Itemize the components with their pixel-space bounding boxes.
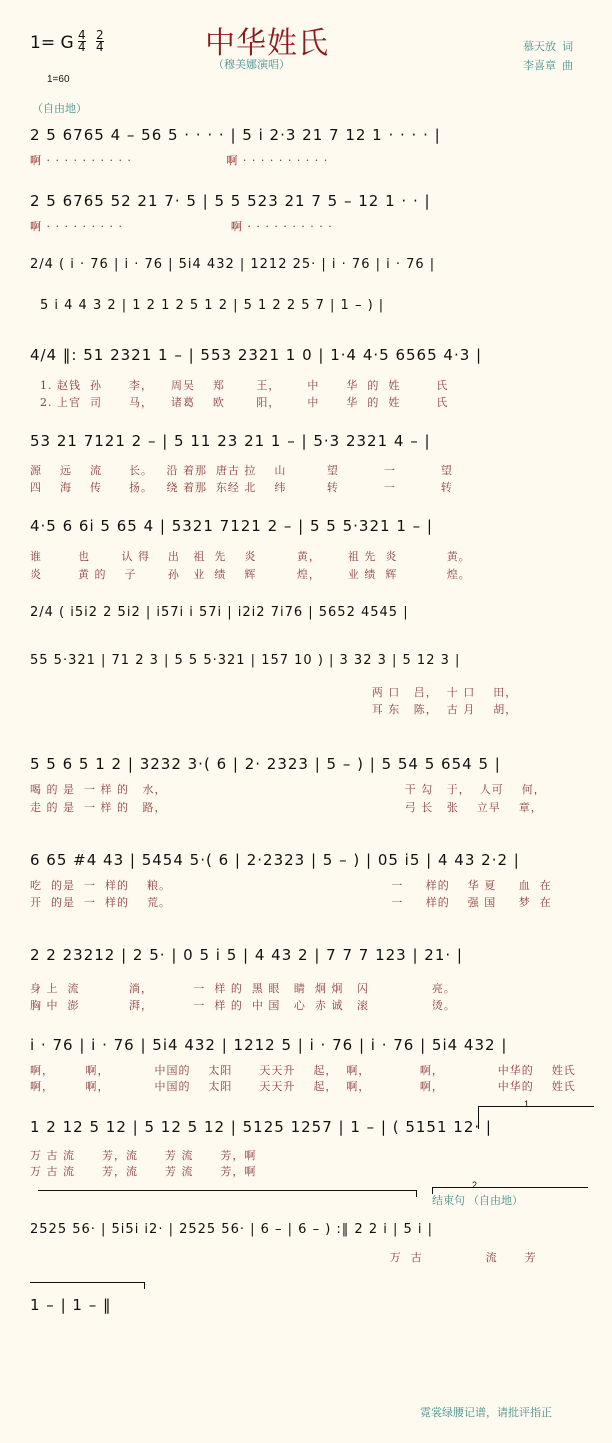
expression-marking: （自由地） <box>32 103 87 115</box>
lyrics-row-1: 啊 · · · · · · · · · · 啊 · · · · · · · · · · <box>30 154 329 167</box>
tempo-marking: 1=60 <box>47 74 70 85</box>
lyrics-row-9-verse2: 耳 东 陈， 古 月 胡， <box>30 703 518 716</box>
lyrics-row-9-verse1: 两 口 吕， 十 口 田， <box>30 686 518 699</box>
lyrics-row-11-verse1: 吃 的是 一 样的 粮。 一 样的 华 夏 血 在 <box>30 879 552 892</box>
singer-credit: （穆美娜演唱） <box>213 59 290 71</box>
composer-credit: 李喜章 曲 <box>523 60 574 72</box>
song-title: 中华姓氏 <box>205 26 329 61</box>
score-row-4: 5 i 4 4 3 2 | 1 2 1 2 5 1 2 | 5 1 2 2 5 7 | 1 – ) | <box>40 298 385 313</box>
ending-label: 结束句 （自由地） <box>432 1195 524 1207</box>
volta-bracket-1 <box>478 1106 594 1129</box>
score-row-9: 55 5·321 | 71 2 3 | 5 5 5·321 | 157 10 ) | 3 32 3 | 5 12 3 | <box>30 653 461 668</box>
score-row-1: 2 5 6765 4 – 56 5 · · · · | 5 i 2·3 21 7 12 1 · · · · | <box>30 126 441 144</box>
score-row-8: 2/4 ( i5i2 2 5i2 | i57i i 57i | i2i2 7i76 | 5652 4545 | <box>30 605 409 620</box>
time-sig-bottom: 4 <box>78 40 86 54</box>
score-row-12: 2 2 23212 | 2 5· | 0 5 i 5 | 4 43 2 | 7 7 7 123 | 21· | <box>30 946 463 964</box>
lyrics-row-11-verse2: 开 的是 一 样的 荒。 一 样的 强 国 梦 在 <box>30 896 552 909</box>
volta-number-2: 2 <box>472 1180 478 1190</box>
score-row-16: 1 – | 1 – ‖ <box>30 1296 112 1314</box>
score-row-5: 4/4 ‖: 51 2321 1 – | 553 2321 1 0 | 1·4 4·5 6565 4·3 | <box>30 346 483 364</box>
key-signature: 1= G <box>30 33 74 53</box>
lyrics-row-12-verse1: 身 上 流 淌， 一 样 的 黑 眼 睛 炯 炯 闪 亮。 <box>30 982 456 995</box>
lyrics-row-14-verse2: 万 古 流 芳，流 芳 流 芳，啊 <box>30 1165 257 1178</box>
lyrics-row-5-verse2: 2. 上官 司 马， 诸葛 欧 阳， 中 华 的 姓 氏 <box>40 396 449 409</box>
lyrics-row-13-verse1: 啊， 啊， 中国的 太阳 天天升 起， 啊， 啊， 中华的 姓氏 <box>30 1064 576 1077</box>
transcriber-note: 霓裳绿腰记谱，请批评指正 <box>420 1407 552 1419</box>
lyrics-row-2: 啊 · · · · · · · · · 啊 · · · · · · · · · · <box>30 220 333 233</box>
score-row-6: 53 21 7121 2 – | 5 11 23 21 1 – | 5·3 2321 4 – | <box>30 432 431 450</box>
lyrics-row-14-verse1: 万 古 流 芳，流 芳 流 芳，啊 <box>30 1149 257 1162</box>
lyrics-row-12-verse2: 胸 中 澎 湃， 一 样 的 中 国 心 赤 诚 滚 烫。 <box>30 999 456 1012</box>
time-signature-4-4 <box>78 30 86 53</box>
time-sig-bottom: 4 <box>96 40 104 54</box>
lyrics-row-15: 万 古 流 芳 <box>30 1251 537 1264</box>
lyrics-row-13-verse2: 啊， 啊， 中国的 太阳 天天升 起， 啊， 啊， 中华的 姓氏 <box>30 1080 576 1093</box>
score-row-15: 2525 56· | 5i5i i2· | 2525 56· | 6 – | 6 – ) :‖ 2 2 i | 5 i | <box>30 1222 434 1237</box>
score-row-3: 2/4 ( i · 76 | i · 76 | 5i4 432 | 1212 25· | i · 76 | i · 76 | <box>30 257 436 272</box>
score-row-7: 4·5 6 6i 5 65 4 | 5321 7121 2 – | 5 5 5·321 1 – | <box>30 517 433 535</box>
lyrics-row-10-verse1: 喝 的 是 一 样 的 水， 干 勾 于， 人可 何， <box>30 783 546 796</box>
lyrics-row-6-verse2: 四 海 传 扬。 绕 着那 东经 北 纬 转 一 转 <box>30 481 453 494</box>
lyrics-row-7-verse2: 炎 黄 的 子 孙 业 绩 辉 煌， 业 绩 辉 煌。 <box>30 568 471 581</box>
score-row-14: 1 2 12 5 12 | 5 12 5 12 | 5125 1257 | 1 – | ( 5151 12· | <box>30 1118 492 1136</box>
lyrics-row-6-verse1: 源 远 流 长。 沿 着那 唐古 拉 山 望 一 望 <box>30 464 453 477</box>
lyrics-row-7-verse1: 谁 也 认 得 出 祖 先 炎 黄， 祖 先 炎 黄。 <box>30 550 471 563</box>
score-row-13: i · 76 | i · 76 | 5i4 432 | 1212 5 | i · 76 | i · 76 | 5i4 432 | <box>30 1036 508 1054</box>
time-sig-top: 4 <box>78 28 86 42</box>
repeat-span-line <box>38 1190 417 1197</box>
lyrics-row-10-verse2: 走 的 是 一 样 的 路， 弓 长 张 立早 章， <box>30 801 543 814</box>
score-row-11: 6 65 #4 43 | 5454 5·( 6 | 2·2323 | 5 – ) | 05 i5 | 4 43 2·2 | <box>30 851 520 869</box>
volta-number-1: 1 <box>524 1099 530 1109</box>
score-row-2: 2 5 6765 52 21 7· 5 | 5 5 523 21 7 5 – 12 1 · · | <box>30 192 431 210</box>
lyricist-credit: 慕天放 词 <box>523 41 574 53</box>
time-sig-top: 2 <box>96 28 104 42</box>
time-signature-2-4 <box>96 30 104 53</box>
final-bracket <box>30 1282 145 1289</box>
score-row-10: 5 5 6 5 1 2 | 3232 3·( 6 | 2· 2323 | 5 – ) | 5 54 5 654 5 | <box>30 755 501 773</box>
lyrics-row-5-verse1: 1. 赵钱 孙 李， 周吴 郑 王， 中 华 的 姓 氏 <box>40 379 449 392</box>
